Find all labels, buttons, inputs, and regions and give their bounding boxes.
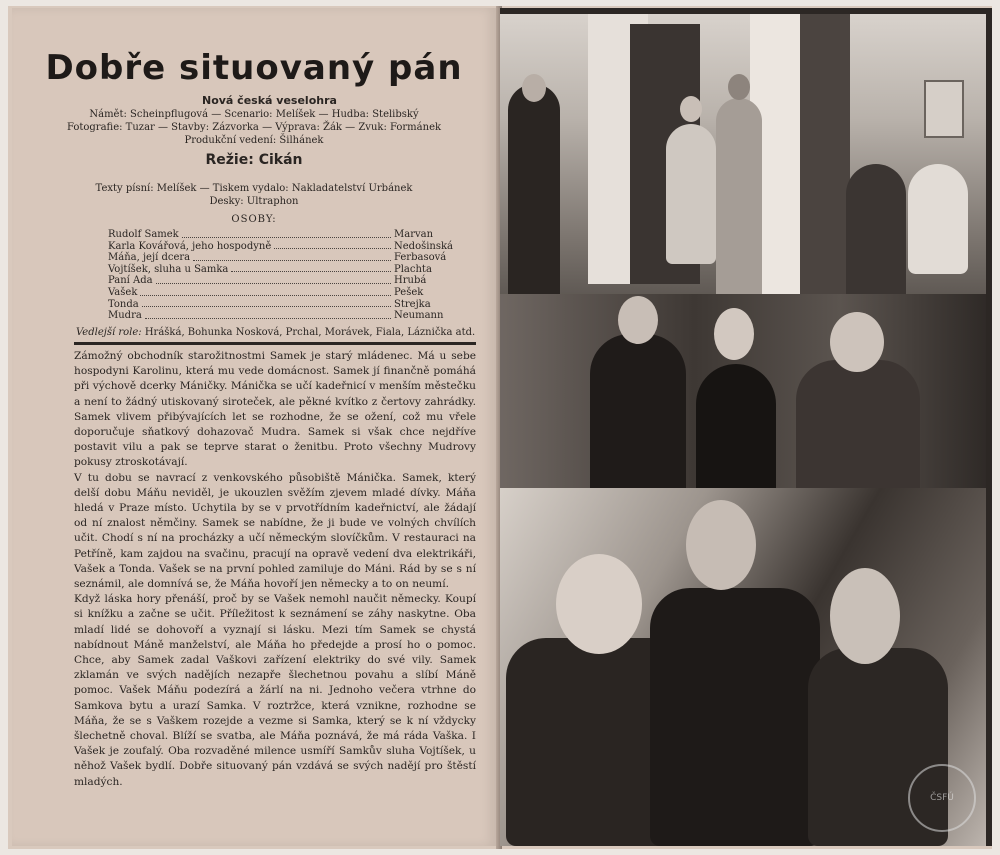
cast-role: Paní Ada — [108, 275, 153, 287]
synopsis — [74, 349, 476, 790]
director-credit: Režie: Cikán — [205, 152, 303, 168]
synopsis-paragraph: V tu dobu se navrací z venkovského působiště Mánička. Samek, který delší dobu Máňu neviděl, je ukouzlen svěžím zjevem mladé dívky. Máňa hledá v Praze místo. Uchytila by se v prvotřídním kadeřnictví, ale žádají od ní znalost němčiny. Samek se nabídne, že ji bude ve volných chvílích učit. Chodí s ní na procházky a učí německým slovíčkům. V restauraci na Petříně, kam zajdou na svačinu, pracují na opravě vedení dva elektrikáři, Vašek a Tonda. Vašek se na první pohled zamiluje do Máni. Rád by se s ní seznámil, ale domnívá se, že Máňa hovoří jen německy a to on neumí. — [74, 471, 476, 591]
figure-head — [714, 308, 754, 360]
cast-heading: OSOBY: — [231, 214, 277, 225]
cast-actor: Ferbasová — [394, 252, 447, 264]
cast-role: Vojtíšek, sluha u Samka — [108, 263, 229, 275]
dot-leader — [156, 283, 391, 284]
dot-leader — [274, 248, 391, 249]
cast-role: Máňa, její dcera — [108, 252, 191, 264]
figure — [508, 84, 560, 314]
cast-list — [108, 229, 452, 322]
cast-row — [108, 264, 452, 276]
figure-head — [522, 74, 546, 102]
figure-head — [830, 312, 884, 372]
dot-leader — [145, 318, 391, 319]
cast-actor: Plachta — [394, 263, 432, 275]
photo-page — [500, 8, 992, 846]
synopsis-paragraph: Když láska hory přenáší, proč by se Vašek nemohl naučit německy. Koupí si knížku a začne se učit. Příležitost k seznámení se záhy naskytne. Oba mladí lidé se dohovoří a vyznají si lásku. Mezi tím Samek se chystá nabídnout Máně manželství, ale Máňa ho předejde a prosí ho o pomoc. Chce, aby Samek zadal Vaškovi zařízení elektriky do své vily. Samek zklamán ve svých nadějích nezapře šlechetnou povahu a slíbí Máně pomoc. Vašek Máňu podezírá a žárlí na ni. Jednoho večera vtrhne do Samkova bytu a urazí Samka. V roztržce, která vznikne, rozhodne se Máňa, že se s Vaškem rozejde a vezme si Samka, který se k ní vždycky šlechetně choval. Blíží se svatba, ale Máňa poznává, že má ráda Vaška. I Vašek je zoufalý. Oba rozvaděné milence usmíří Samkův sluha Vojtíšek, u něhož Vašek bydlí. Dobře situovaný pán vzdává se svých nadějí pro štěstí mladých. — [74, 593, 476, 788]
cast-role: Vašek — [108, 286, 138, 298]
cast-row — [108, 287, 452, 299]
side-roles — [76, 327, 496, 338]
figure — [650, 588, 820, 846]
archive-stamp — [908, 764, 976, 832]
dot-leader — [182, 237, 391, 238]
film-subtitle: Nová česká veselohra — [202, 94, 337, 107]
figure-head — [686, 500, 756, 590]
dot-leader — [140, 295, 391, 296]
cast-actor: Strejka — [394, 298, 431, 310]
curtain — [800, 14, 850, 314]
cast-role: Mudra — [108, 310, 142, 322]
figure-head — [680, 96, 702, 122]
songs-credit-line-1: Texty písní: Melíšek — Tiskem vydalo: Nakladatelství Urbánek — [95, 183, 413, 194]
cast-row — [108, 299, 452, 311]
cast-row — [108, 275, 452, 287]
figure — [908, 164, 968, 274]
credits-line-3: Produkční vedení: Šilhánek — [184, 135, 324, 146]
text-page — [12, 8, 496, 846]
credits-line-2: Fotografie: Tuzar — Stavby: Zázvorka — Výprava: Žák — Zvuk: Formánek — [66, 122, 442, 133]
dot-leader — [193, 260, 391, 261]
figure-head — [830, 568, 900, 664]
poster — [924, 80, 964, 138]
figure-head — [728, 74, 750, 100]
cast-actor: Hrubá — [394, 275, 427, 287]
figure — [666, 124, 716, 264]
cast-row — [108, 229, 452, 241]
still-photo-quartet — [500, 488, 986, 846]
cast-role: Karla Kovářová, jeho hospodyně — [108, 240, 272, 252]
side-roles-names: Hrášká, Bohunka Nosková, Prchal, Morávek, Fiala, Láznička atd. — [144, 327, 476, 338]
cast-row — [108, 252, 452, 264]
songs-credit-line-2: Desky: Ultraphon — [209, 196, 299, 207]
figure-head — [556, 554, 642, 654]
side-roles-label: Vedlejší role: — [76, 327, 142, 338]
credits-line-1: Námět: Scheinpflugová — Scenario: Melíšek — Hudba: Stelibský — [89, 109, 419, 120]
program-spread — [8, 6, 992, 849]
cast-role: Tonda — [108, 298, 139, 310]
dot-leader — [231, 271, 391, 272]
synopsis-paragraph: Zámožný obchodník starožitnostmi Samek je starý mládenec. Má u sebe hospodyni Karolinu, která mu vede domácnost. Samek jí finančně pomáhá při výchově dcerky Máničky. Mánička se učí kadeřnicí v menším městečku a není to žádný utiskovaný siroteček, ale pěkné kvítko z čertovy zahrádky. Samek vlivem přibývajících let se rozhodne, že se ožení, což mu vřele doporučuje sňatkový dohazovač Mudra. Samek si však chce nejdříve postavit vilu a pak se teprve starat o ženitbu. Proto všechny Mudrovy pokusy ztroskotávají. — [74, 350, 476, 469]
cast-row — [108, 310, 452, 322]
cast-row — [108, 241, 452, 253]
figure — [846, 164, 906, 304]
cast-actor: Nedošinská — [394, 240, 454, 252]
cast-actor: Marvan — [394, 229, 434, 240]
figure-head — [618, 296, 658, 344]
film-title: Dobře situovaný pán — [45, 48, 463, 88]
section-divider — [74, 342, 476, 345]
cast-actor: Pešek — [394, 286, 424, 298]
cast-actor: Neumann — [394, 310, 444, 322]
figure — [716, 98, 762, 308]
dot-leader — [142, 306, 391, 307]
archive-stamp-text: ČSFÚ — [930, 793, 954, 803]
cast-role: Rudolf Samek — [108, 229, 179, 240]
